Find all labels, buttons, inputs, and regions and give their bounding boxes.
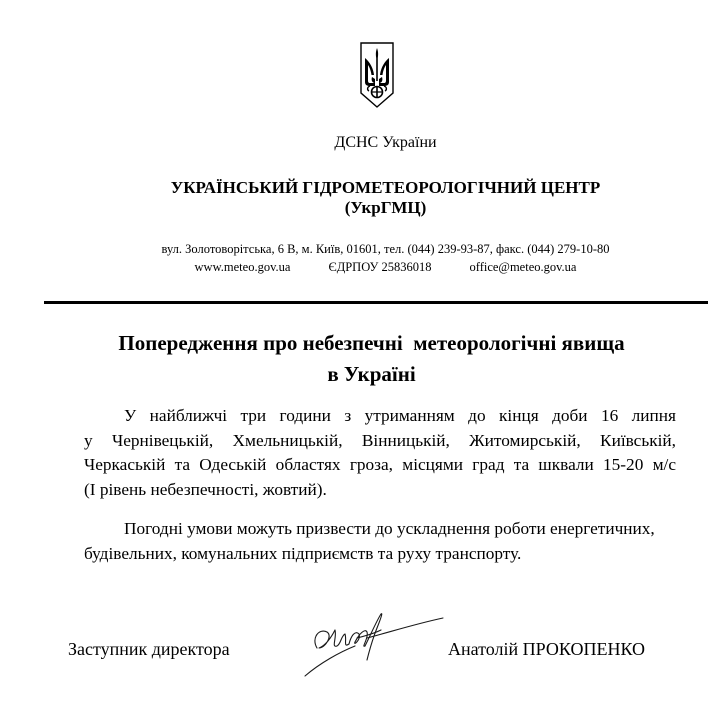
paragraph-line: Черкаській та Одеській областях гроза, місцями град та шквали 15-20 м/с	[84, 455, 676, 474]
email-link[interactable]: office@meteo.gov.ua	[469, 260, 577, 274]
document-title-line-1: Попередження про небезпечні метеорологічні явища	[118, 331, 625, 355]
edrpou-code: ЄДРПОУ 25836018	[328, 260, 432, 274]
handwritten-signature-icon	[295, 608, 445, 680]
document-title-line-2: в Україні	[327, 362, 416, 386]
paragraph-line: у Чернівецькій, Хмельницькій, Вінницькій, Житомирській, Київській,	[84, 430, 676, 450]
paragraph-line: У найближчі три години з утриманням до кінця доби 16 липня	[124, 406, 676, 425]
address-line: вул. Золотоворітська, 6 В, м. Київ, 01601, тел. (044) 239-93-87, факс. (044) 279-10-80	[161, 242, 610, 256]
signer-position: Заступник директора	[68, 639, 230, 659]
organization-name: УКРАЇНСЬКИЙ ГІДРОМЕТЕОРОЛОГІЧНИЙ ЦЕНТР	[170, 178, 601, 197]
signer-name: Анатолій ПРОКОПЕНКО	[448, 639, 645, 659]
warning-paragraph	[84, 404, 676, 502]
paragraph-line: будівельних, комунальних підприємств та руху транспорту.	[84, 543, 522, 563]
organization-abbreviation: (УкрГМЦ)	[344, 198, 427, 217]
impact-paragraph	[84, 517, 676, 566]
agency-name: ДСНС України	[334, 134, 437, 151]
coat-of-arms-icon	[359, 41, 395, 109]
paragraph-line: (І рівень небезпечності, жовтий).	[84, 479, 327, 499]
header-divider	[44, 301, 708, 304]
contacts-line	[22, 259, 727, 275]
paragraph-line: Погодні умови можуть призвести до ускладнення роботи енергетичних,	[124, 519, 655, 538]
website-link[interactable]: www.meteo.gov.ua	[194, 260, 291, 274]
